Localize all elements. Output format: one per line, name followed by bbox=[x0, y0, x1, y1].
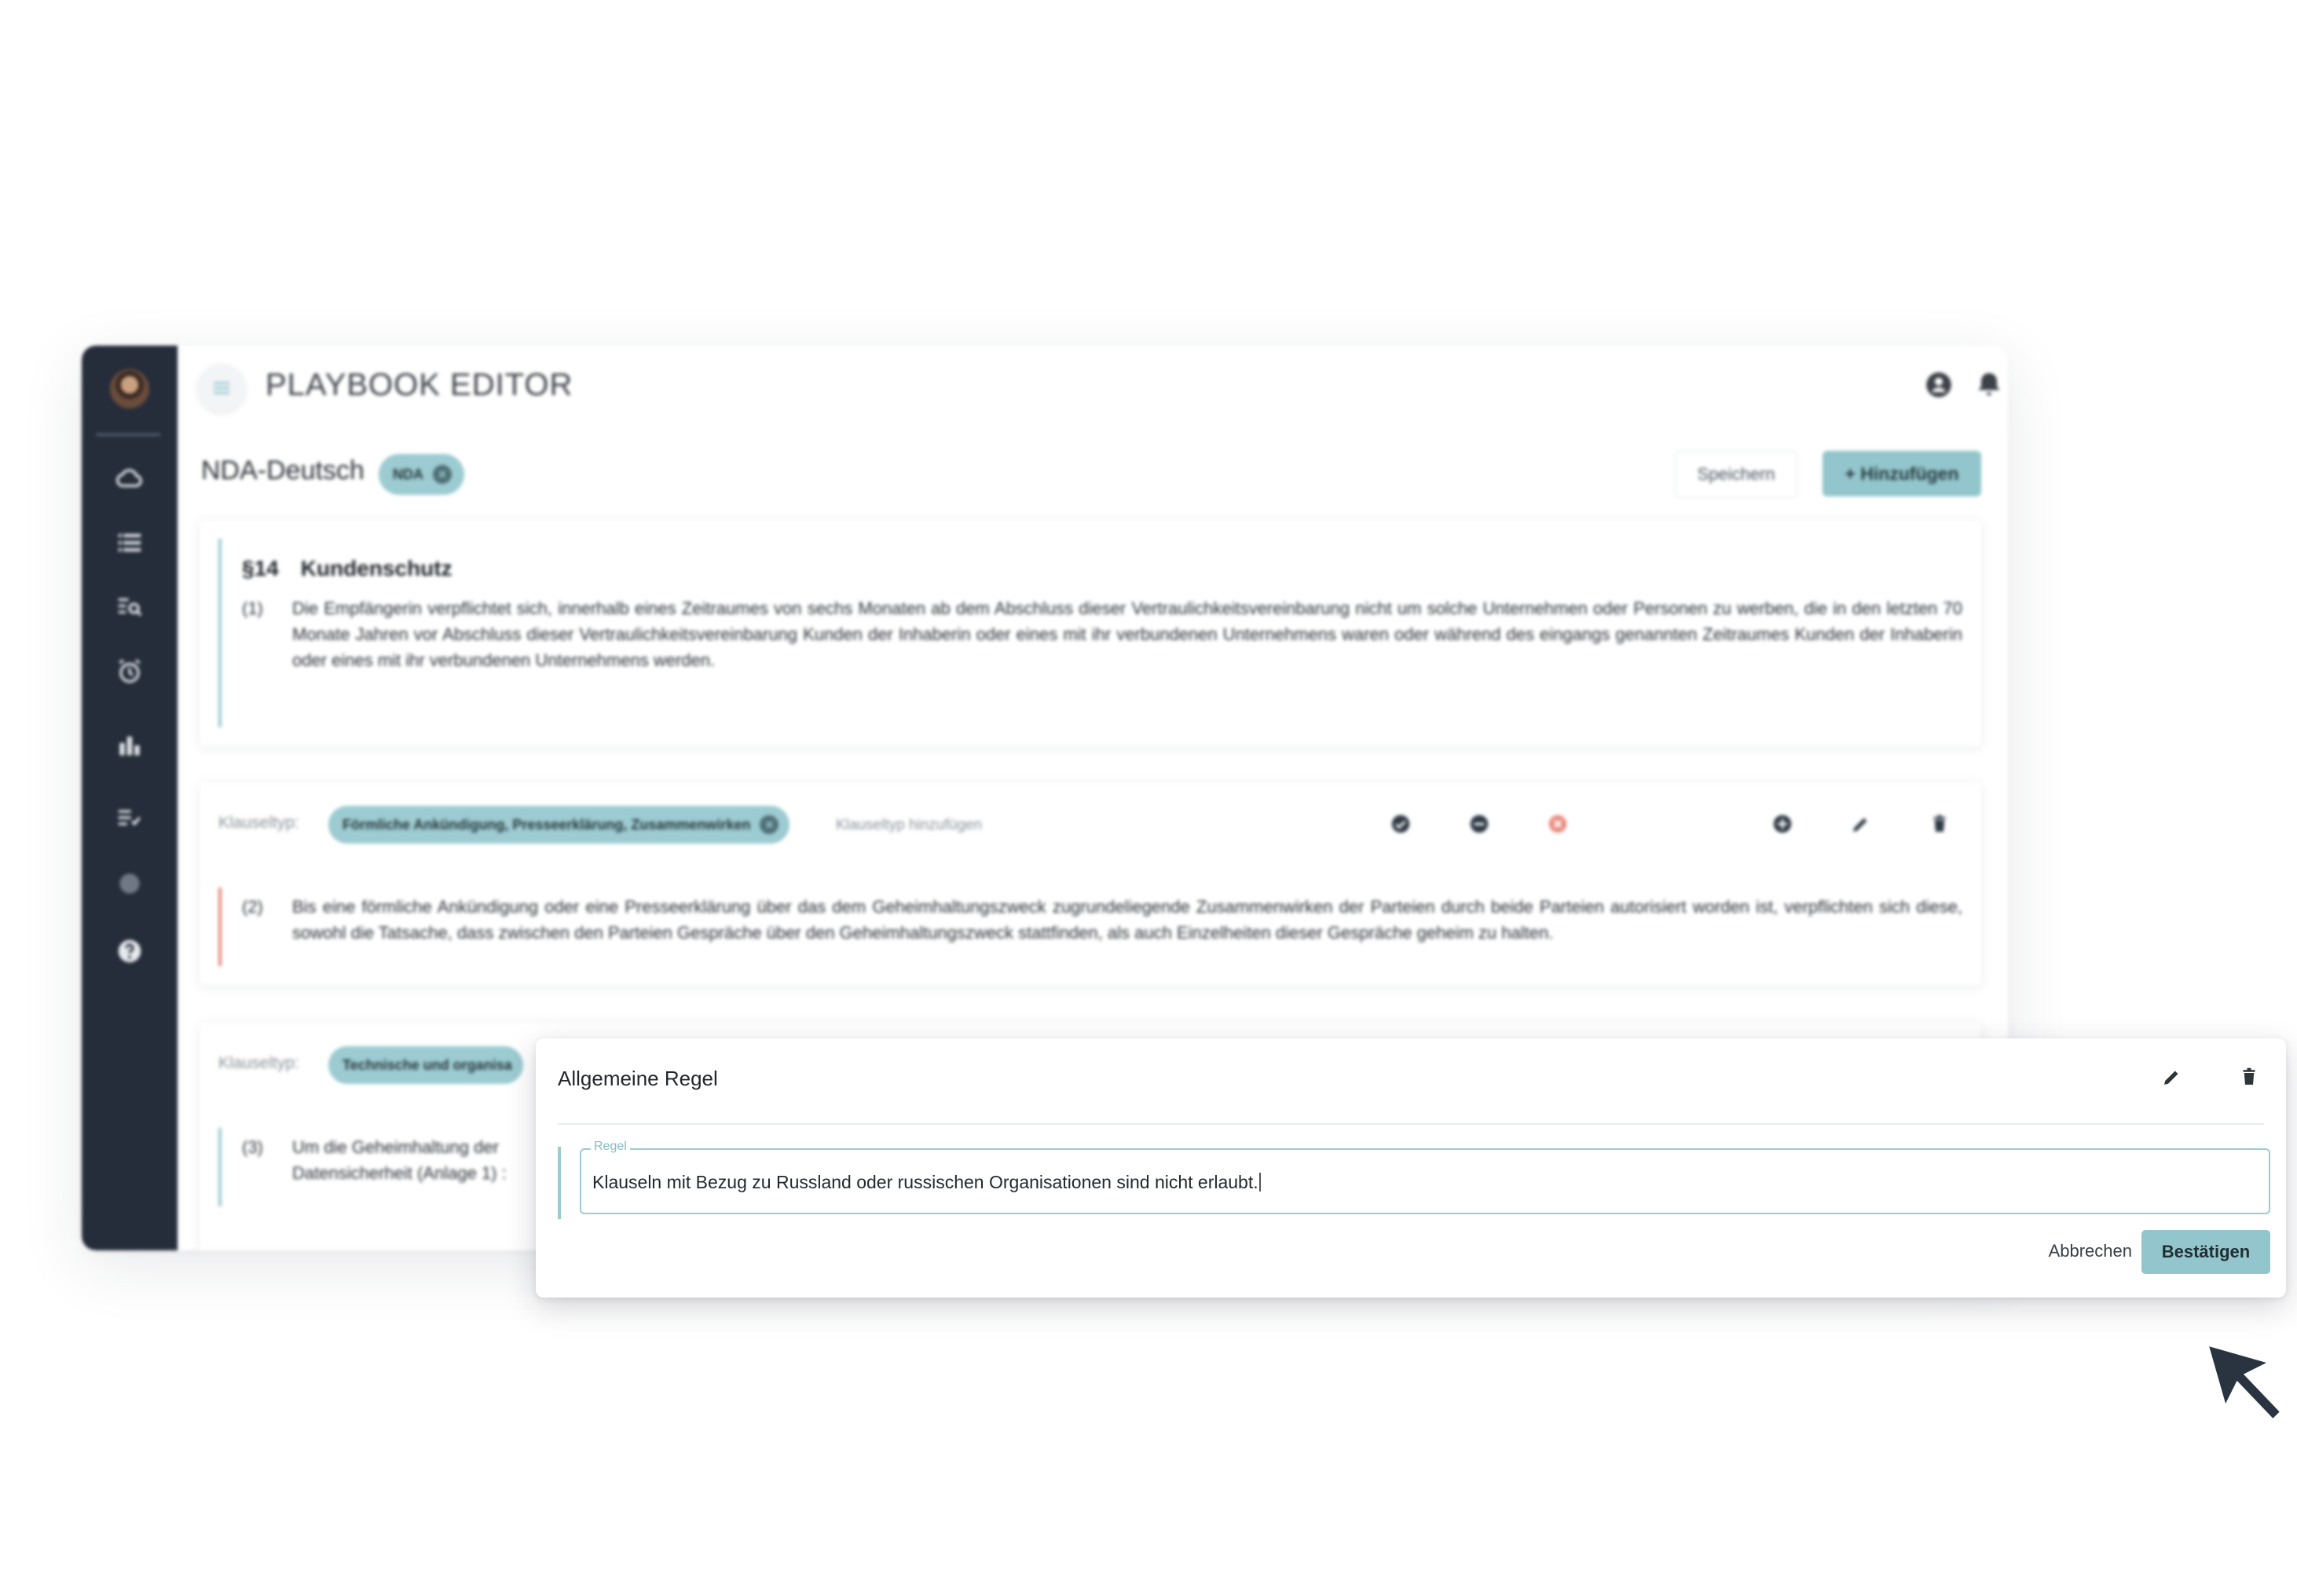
general-rule-dialog bbox=[536, 1038, 2286, 1298]
paragraph-number: (1) bbox=[242, 598, 263, 618]
rule-field-label: Regel bbox=[591, 1140, 630, 1154]
paragraph-text: Bis eine förmliche Ankündigung oder eine Presseerklärung über das dem Geheimhaltungszweck zugrundeliegende Zusammenwirken der Parteien durch beide Parteien autorisiert worden ist, verpflichten sich diese, sowohl die Tatsache, dass zwischen den Parteien Gespräche über den Geheimhaltungszweck stattfinden, als auch Einzelheiten dieser Gespräche geheim zu halten. bbox=[292, 897, 1962, 943]
sidebar bbox=[82, 346, 178, 1250]
avatar[interactable] bbox=[110, 369, 149, 408]
account-icon[interactable] bbox=[1923, 369, 1958, 404]
dialog-title: Allgemeine Regel bbox=[558, 1067, 718, 1090]
clause-type-chip[interactable] bbox=[328, 806, 789, 844]
clause-type-chip-label: Förmliche Ankündigung, Presseerklärung, Zusammenwirken bbox=[343, 816, 751, 833]
document-title: NDA-Deutsch bbox=[201, 456, 365, 485]
checklist-icon[interactable] bbox=[112, 800, 148, 836]
remove-tag-icon[interactable]: × bbox=[433, 465, 452, 484]
menu-button[interactable] bbox=[198, 364, 245, 412]
dialog-divider bbox=[558, 1123, 2264, 1125]
bar-chart-icon[interactable] bbox=[112, 727, 148, 763]
rule-input-field[interactable] bbox=[580, 1140, 2270, 1214]
mouse-cursor-icon bbox=[2204, 1342, 2286, 1423]
badge-icon[interactable] bbox=[112, 866, 148, 902]
neutral-icon[interactable] bbox=[1467, 812, 1491, 836]
clause-type-label: Klauseltyp: bbox=[218, 1054, 299, 1072]
delete-icon[interactable] bbox=[1928, 812, 1951, 836]
sidebar-divider bbox=[96, 434, 160, 436]
add-button[interactable]: + Hinzufügen bbox=[1823, 451, 1981, 496]
document-tag-chip[interactable] bbox=[379, 454, 464, 495]
cancel-button[interactable]: Abbrechen bbox=[2048, 1241, 2132, 1261]
add-rule-icon[interactable] bbox=[1771, 812, 1794, 836]
edit-icon[interactable] bbox=[2160, 1065, 2187, 1092]
help-icon[interactable] bbox=[112, 933, 148, 969]
paragraph-accent bbox=[218, 1128, 222, 1206]
paragraph-accent bbox=[218, 539, 222, 727]
clause-type-label: Klauseltyp: bbox=[218, 814, 299, 832]
approve-icon[interactable] bbox=[1389, 812, 1412, 836]
paragraph-number: (3) bbox=[242, 1137, 263, 1157]
paragraph-text: Die Empfängerin verpflichtet sich, innerhalb eines Zeitraumes von sechs Monaten ab dem Abschluss dieser Vertraulichkeitsvereinbarung nicht um solche Unternehmen oder Personen zu werben, die in den letzten 70 Monate Jahren vor Abschluss dieser Vertraulichkeitsvereinbarung Kunden der Inhaberin oder eines mit ihr verbundenen Unternehmens waren oder während des eingangs genannten Zeitraumes Kunden der Inhaberin oder eines mit ihr verbundenen Unternehmens werden. bbox=[292, 598, 1962, 670]
paragraph-accent bbox=[218, 888, 222, 966]
paragraph-number: (2) bbox=[242, 897, 263, 917]
list-icon[interactable] bbox=[112, 525, 148, 561]
clause-card-2 bbox=[200, 782, 1981, 985]
app-title: PLAYBOOK EDITOR bbox=[266, 368, 573, 402]
alarm-icon[interactable] bbox=[112, 653, 148, 690]
tag-label: NDA bbox=[393, 466, 423, 482]
section-number: §14 bbox=[242, 556, 279, 580]
paragraph-1[interactable] bbox=[218, 539, 1962, 727]
save-button[interactable]: Speichern bbox=[1675, 451, 1797, 498]
rule-field-value[interactable]: Klauseln mit Bezug zu Russland oder russischen Organisationen sind nicht erlaubt. bbox=[592, 1172, 1261, 1193]
add-clause-type-link[interactable]: Klauseltyp hinzufügen bbox=[836, 817, 982, 833]
paragraph-2[interactable] bbox=[218, 888, 1962, 966]
reject-icon[interactable] bbox=[1546, 812, 1570, 836]
bell-icon[interactable] bbox=[1973, 369, 2008, 404]
paragraph-text-line-1: Um die Geheimhaltung der bbox=[292, 1137, 499, 1157]
clause-type-chip[interactable] bbox=[328, 1046, 523, 1084]
cloud-icon[interactable] bbox=[112, 460, 148, 496]
menu-icon bbox=[210, 376, 233, 400]
top-bar bbox=[178, 346, 2008, 432]
confirm-button[interactable]: Bestätigen bbox=[2141, 1230, 2270, 1274]
section-card-14 bbox=[200, 520, 1981, 746]
delete-icon[interactable] bbox=[2237, 1065, 2264, 1092]
remove-clause-type-icon[interactable]: × bbox=[760, 815, 778, 834]
section-heading bbox=[242, 556, 474, 581]
search-list-icon[interactable] bbox=[112, 589, 148, 625]
edit-icon[interactable] bbox=[1849, 812, 1873, 836]
section-title: Kundenschutz bbox=[300, 556, 452, 580]
document-header bbox=[178, 440, 2008, 511]
clause-type-chip-label: Technische und organisa bbox=[343, 1056, 512, 1073]
paragraph-text-line-2: Datensicherheit (Anlage 1) : bbox=[292, 1163, 507, 1183]
rule-accent-bar bbox=[558, 1147, 561, 1219]
